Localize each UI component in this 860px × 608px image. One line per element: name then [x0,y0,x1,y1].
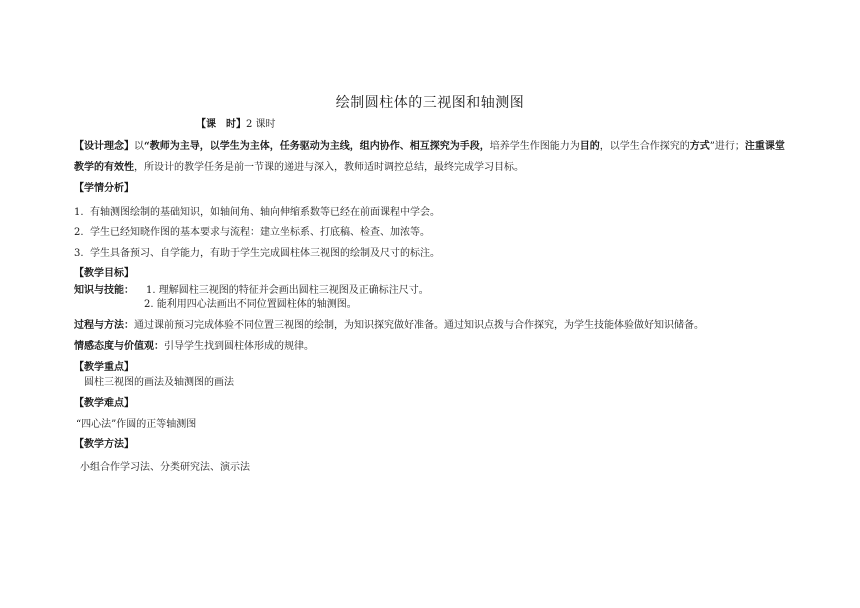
design-text-5: ，以学生合作探究的 [599,141,690,152]
design-text-3: 培养学生作图能力为 [489,141,580,152]
process-label: 过程与方法： [74,320,134,331]
goals-heading: 【教学目标】 [74,268,134,279]
analysis-item-number: 2. [74,227,84,238]
analysis-item-text: 学生具备预习、自学能力，有助于学生完成圆柱体三视图的绘制及尺寸的标注。 [90,248,440,259]
difficulty-text: “四心法”作圆的正等轴测图 [76,419,197,430]
process-text: 通过课前预习完成体验不同位置三视图的绘制，为知识探究做好准备。通过知识点拨与合作探究，为学生技能体验做好知识储备。 [134,320,704,331]
knowledge-label: 知识与技能： [74,285,134,296]
analysis-item-text: 有轴测图绘制的基础知识，如轴间角、轴向伸缩系数等已经在前面课程中学会。 [90,207,440,218]
emotion-label: 情感态度与价值观： [74,341,164,352]
knowledge-goal [74,284,429,298]
analysis-item [74,226,430,240]
design-text-1: 以 [134,141,144,152]
analysis-item-text: 学生已经知晓作图的基本要求与流程：建立坐标系、打底稿、检查、加浓等。 [90,227,430,238]
emotion-goal [74,340,314,354]
difficulty-heading: 【教学难点】 [74,398,134,409]
focus-heading: 【教学重点】 [74,362,134,373]
design-text-8: 注重课堂教学的有效性 [74,141,785,173]
design-text-4: 目的 [579,141,600,152]
lesson-hours-label: 【课 时】 [196,119,246,130]
design-text-7: ”进行； [709,141,745,152]
design-text-9: ，所设计的教学任务是前一节课的递进与深入，教师适时调控总结，最终完成学习目标。 [134,162,524,173]
design-concept-paragraph [74,136,794,178]
focus-text: 圆柱三视图的画法及轴测图的画法 [84,377,234,388]
process-goal [74,319,704,333]
knowledge-item-2: 2. 能利用四心法画出不同位置圆柱体的轴测图。 [144,299,357,310]
lesson-hours-value: 2 课时 [246,119,276,130]
analysis-heading: 【学情分析】 [74,183,134,194]
analysis-item-number: 1. [74,207,84,218]
knowledge-item-1: 1. 理解圆柱三视图的特征并会画出圆柱三视图及正确标注尺寸。 [146,285,429,296]
document-title: 绘制圆柱体的三视图和轴测图 [335,95,525,111]
method-heading: 【教学方法】 [74,439,134,450]
emotion-text: 引导学生找到圆柱体形成的规律。 [164,341,314,352]
method-text: 小组合作学习法、分类研究法、演示法 [80,462,250,473]
lesson-hours [196,118,276,132]
analysis-item [74,247,440,261]
design-text-2: “教师为主导，以学生为主体，任务驱动为主线，组内协作、相互探究为手段， [144,141,490,152]
design-text-6: 方式 [689,141,710,152]
analysis-item [74,206,440,220]
design-concept-label: 【设计理念】 [74,141,134,152]
analysis-item-number: 3. [74,248,84,259]
